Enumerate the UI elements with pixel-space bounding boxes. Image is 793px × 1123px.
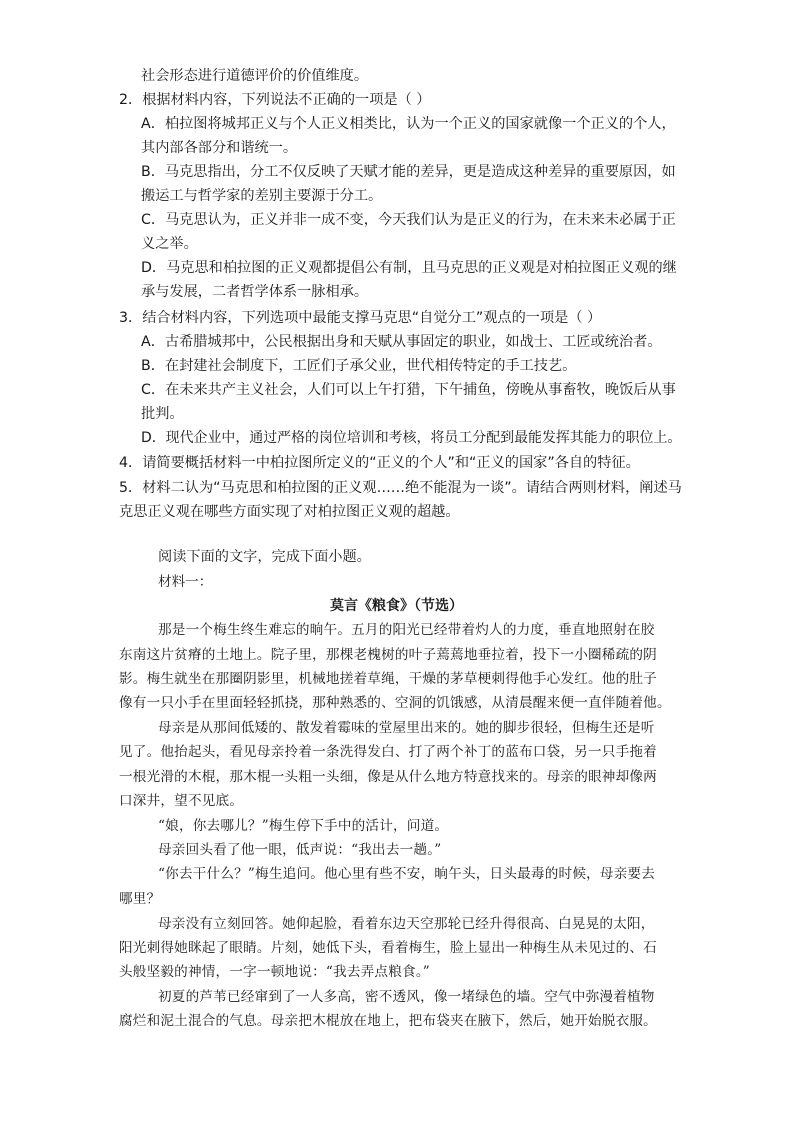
passage-line: 头般坚毅的神情，一字一顿地说：“我去弄点粮食。”: [119, 964, 430, 980]
passage-line: 像有一只小手在里面轻轻抓挠，那种熟悉的、空洞的饥饿感，从清晨醒来便一直伴随着他。: [119, 695, 671, 711]
question-2-option-a-cont: 其内部各部分和谐统一。: [141, 140, 298, 156]
passage-line: 那是一个梅生终生难忘的晌午。五月的阳光已经带着灼人的力度，垂直地照射在胶: [158, 622, 655, 638]
passage-line: 腐烂和泥土混合的气息。母亲把木棍放在地上，把布袋夹在腋下，然后，她开始脱衣服。: [119, 1013, 657, 1029]
passage-line: 母亲回头看了他一眼，低声说：“我出去一趟。”: [158, 842, 442, 858]
question-1-tail: 社会形态进行道德评价的价值维度。: [141, 68, 369, 84]
passage-line: 一根光滑的木棍，那木棍一头粗一头细，像是从什么地方特意找来的。母亲的眼神却像两: [119, 769, 657, 785]
question-3-option-a: A．古希腊城邦中，公民根据出身和天赋从事固定的职业，如战士、工匠或统治者。: [141, 334, 662, 350]
question-2-option-b-cont: 搬运工与哲学家的差别主要源于分工。: [141, 188, 383, 204]
reading-instruction: 阅读下面的文字，完成下面小题。: [158, 549, 371, 565]
question-2-option-a: A．柏拉图将城邦正义与个人正义相类比，认为一个正义的国家就像一个正义的个人，: [141, 116, 676, 132]
question-3-option-d: D．现代企业中，通过严格的岗位培训和考核，将员工分配到最能发挥其能力的职位上。: [141, 430, 682, 446]
question-2-stem: 2．根据材料内容，下列说法不正确的一项是（ ）: [119, 92, 431, 108]
passage-line: 影。梅生就坐在那圈阴影里，机械地搓着草绳，干燥的茅草梗刺得他手心发红。他的肚子: [119, 671, 657, 687]
passage-line: 东南这片贫瘠的土地上。院子里，那棵老槐树的叶子蔫蔫地垂拉着，投下一小圈稀疏的阴: [119, 647, 657, 663]
question-3-option-c: C．在未来共产主义社会，人们可以上午打猎，下午捕鱼，傍晚从事畜牧，晚饭后从事: [141, 382, 676, 398]
question-3-option-b: B．在封建社会制度下，工匠们子承父业，世代相传特定的手工技艺。: [141, 358, 577, 374]
question-2-option-b: B．马克思指出，分工不仅反映了天赋才能的差异，更是造成这种差异的重要原因，如: [141, 164, 676, 180]
passage-line: 口深井，望不见底。: [119, 793, 244, 809]
question-5: 5．材料二认为“马克思和柏拉图的正义观……绝不能混为一谈”。请结合两则材料，阐述马: [119, 480, 682, 496]
question-3-option-c-cont: 批判。: [141, 406, 184, 422]
question-5-cont: 克思正义观在哪些方面实现了对柏拉图正义观的超越。: [119, 504, 460, 520]
question-2-option-d-cont: 承与发展，二者哲学体系一脉相承。: [141, 284, 369, 300]
passage-title: 莫言《粮食》（节选）: [330, 598, 463, 614]
question-2-option-c-cont: 义之举。: [141, 236, 198, 252]
question-2-option-c: C．马克思认为，正义并非一成不变，今天我们认为是正义的行为，在未来未必属于正: [141, 212, 676, 228]
passage-line: 见了。他抬起头，看见母亲拎着一条洗得发白、打了两个补丁的蓝布口袋，另一只手拖着: [119, 744, 657, 760]
question-2-option-d: D．马克思和柏拉图的正义观都提倡公有制，且马克思的正义观是对柏拉图正义观的继: [141, 260, 677, 276]
passage-line: 阳光刺得她眯起了眼睛。片刻，她低下头，看着梅生，脸上显出一种梅生从未见过的、石: [119, 940, 657, 956]
material-label: 材料一：: [158, 574, 213, 590]
passage-line: 初夏的芦苇已经窜到了一人多高，密不透风，像一堵绿色的墙。空气中弥漫着植物: [158, 989, 655, 1005]
passage-line: “娘，你去哪儿？”梅生停下手中的活计，问道。: [158, 818, 449, 834]
passage-line: 母亲没有立刻回答。她仰起脸，看着东边天空那轮已经升得很高、白晃晃的太阳，: [158, 916, 655, 932]
passage-line: 哪里？: [119, 891, 161, 907]
passage-line: 母亲是从那间低矮的、散发着霉味的堂屋里出来的。她的脚步很轻，但梅生还是听: [158, 720, 655, 736]
question-3-stem: 3．结合材料内容，下列选项中最能支撑马克思“自觉分工”观点的一项是（ ）: [119, 310, 602, 326]
passage-line: “你去干什么？”梅生追问。他心里有些不安，晌午头，日头最毒的时候，母亲要去: [158, 866, 656, 882]
question-4: 4．请简要概括材料一中柏拉图所定义的“正义的个人”和“正义的国家”各自的特征。: [119, 455, 640, 471]
